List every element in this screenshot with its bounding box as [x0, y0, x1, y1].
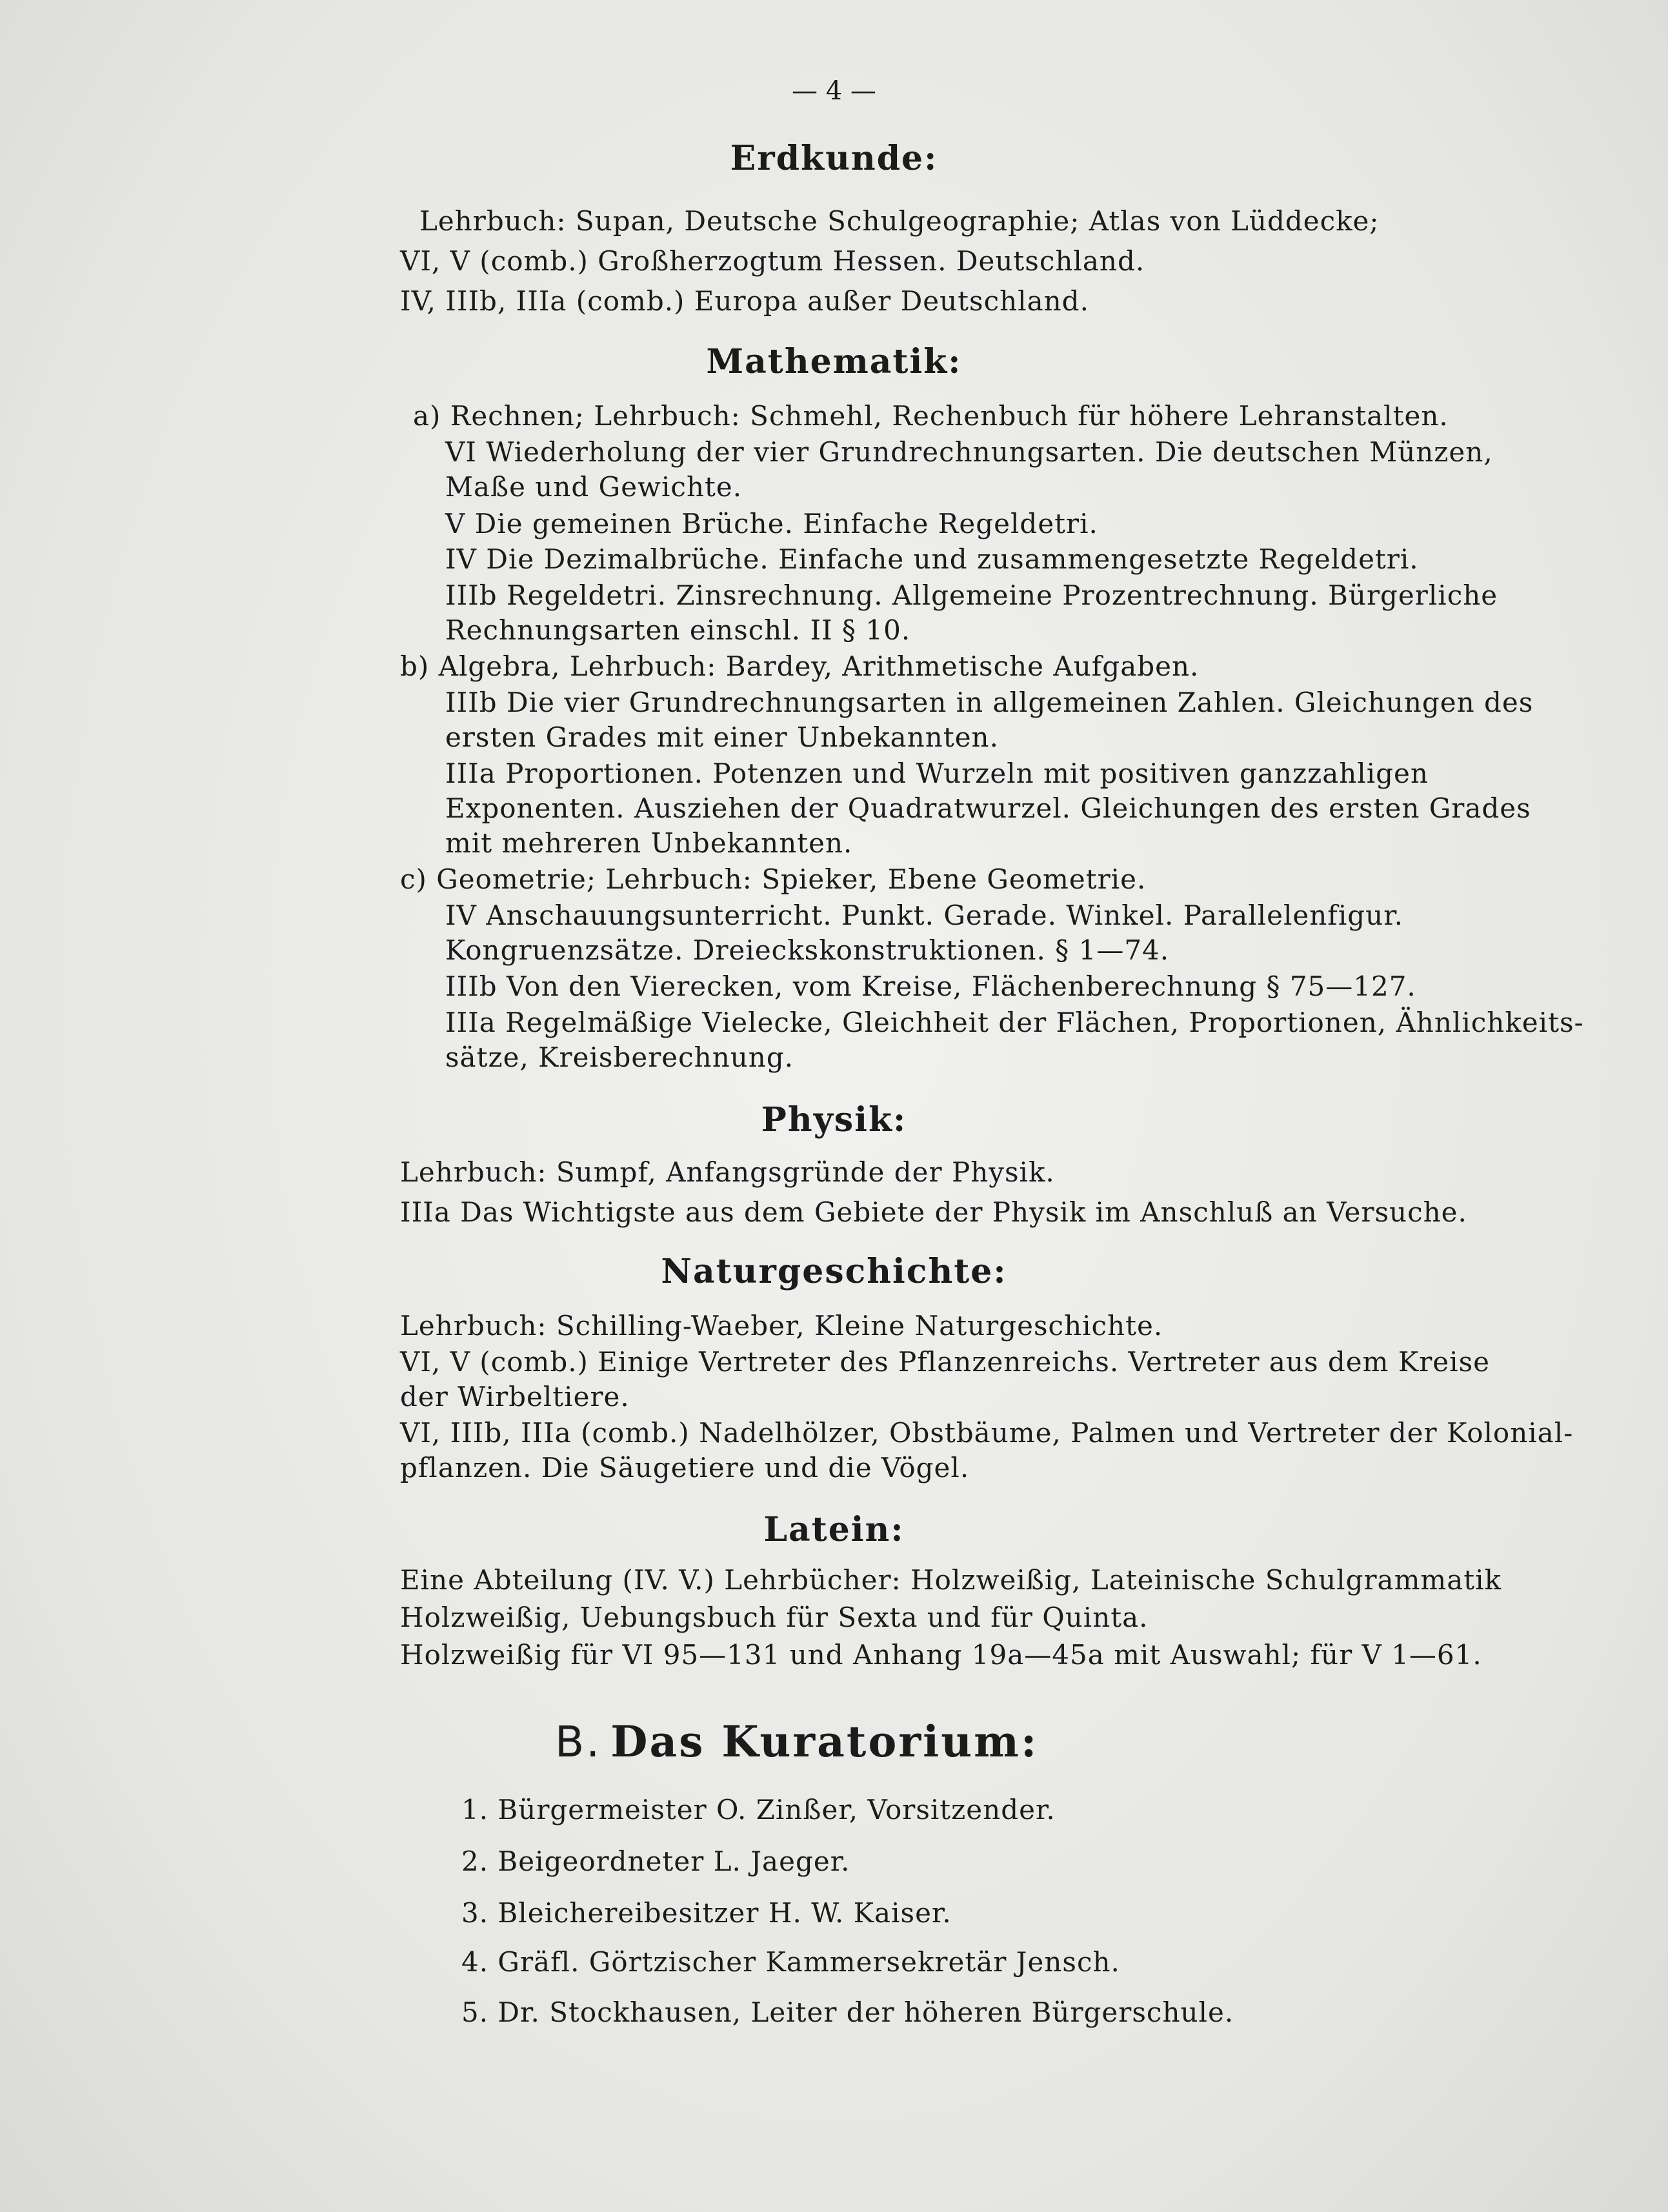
- latein-line: Holzweißig für VI 95—131 und Anhang 19a—45a mit Auswahl; für V 1—61.: [400, 1639, 1482, 1671]
- kuratorium-heading: [555, 1716, 1038, 1767]
- mathematik-line: IIIb Von den Vierecken, vom Kreise, Flächenberechnung § 75—127.: [445, 970, 1416, 1002]
- page-number: — 4 —: [792, 76, 876, 106]
- mathematik-line: mit mehreren Unbekannten.: [445, 827, 853, 859]
- mathematik-line: a) Rechnen; Lehrbuch: Schmehl, Rechenbuch für höhere Lehranstalten.: [413, 400, 1449, 432]
- kuratorium-title: Das Kuratorium:: [610, 1716, 1039, 1767]
- erdkunde-line: Lehrbuch: Supan, Deutsche Schulgeographie; Atlas von Lüddecke;: [419, 205, 1380, 237]
- kuratorium-member: 4. Gräfl. Görtzischer Kammersekretär Jensch.: [461, 1946, 1120, 1978]
- mathematik-line: VI Wiederholung der vier Grundrechnungsarten. Die deutschen Münzen,: [445, 436, 1493, 468]
- physik-line: IIIa Das Wichtigste aus dem Gebiete der Physik im Anschluß an Versuche.: [400, 1196, 1467, 1228]
- erdkunde-heading: Erdkunde:: [730, 139, 938, 178]
- mathematik-heading: Mathematik:: [706, 342, 962, 381]
- naturgeschichte-line: Lehrbuch: Schilling-Waeber, Kleine Naturgeschichte.: [400, 1310, 1163, 1342]
- section-letter: B.: [555, 1717, 602, 1767]
- latein-line: Holzweißig, Uebungsbuch für Sexta und für Quinta.: [400, 1602, 1149, 1633]
- naturgeschichte-line: der Wirbeltiere.: [400, 1381, 630, 1413]
- erdkunde-line: IV, IIIb, IIIa (comb.) Europa außer Deutschland.: [400, 285, 1089, 317]
- mathematik-line: IIIb Regeldetri. Zinsrechnung. Allgemeine Prozentrechnung. Bürgerliche: [445, 579, 1498, 611]
- mathematik-line: Maße und Gewichte.: [445, 471, 743, 503]
- mathematik-line: sätze, Kreisberechnung.: [445, 1041, 794, 1073]
- kuratorium-member: 5. Dr. Stockhausen, Leiter der höheren Bürgerschule.: [461, 1996, 1234, 2028]
- naturgeschichte-heading: Naturgeschichte:: [661, 1252, 1007, 1291]
- mathematik-line: IV Anschauungsunterricht. Punkt. Gerade. Winkel. Parallelenfigur.: [445, 900, 1404, 931]
- naturgeschichte-line: VI, V (comb.) Einige Vertreter des Pflanzenreichs. Vertreter aus dem Kreise: [400, 1346, 1490, 1378]
- mathematik-line: IIIa Regelmäßige Vielecke, Gleichheit der Flächen, Proportionen, Ähnlichkeits-: [445, 1007, 1584, 1038]
- kuratorium-member: 3. Bleichereibesitzer H. W. Kaiser.: [461, 1897, 952, 1929]
- mathematik-line: Exponenten. Ausziehen der Quadratwurzel. Gleichungen des ersten Grades: [445, 792, 1531, 824]
- mathematik-line: Kongruenzsätze. Dreieckskonstruktionen. § 1—74.: [445, 934, 1170, 966]
- naturgeschichte-line: VI, IIIb, IIIa (comb.) Nadelhölzer, Obstbäume, Palmen und Vertreter der Kolonial-: [400, 1417, 1574, 1449]
- naturgeschichte-line: pflanzen. Die Säugetiere und die Vögel.: [400, 1452, 970, 1483]
- mathematik-line: ersten Grades mit einer Unbekannten.: [445, 721, 999, 753]
- latein-heading: Latein:: [763, 1510, 905, 1549]
- mathematik-line: V Die gemeinen Brüche. Einfache Regeldetri.: [445, 508, 1098, 539]
- physik-line: Lehrbuch: Sumpf, Anfangsgründe der Physik.: [400, 1156, 1055, 1188]
- mathematik-line: c) Geometrie; Lehrbuch: Spieker, Ebene Geometrie.: [400, 863, 1147, 895]
- mathematik-line: Rechnungsarten einschl. II § 10.: [445, 614, 911, 646]
- kuratorium-member: 2. Beigeordneter L. Jaeger.: [461, 1845, 850, 1877]
- erdkunde-line: VI, V (comb.) Großherzogtum Hessen. Deutschland.: [400, 245, 1145, 277]
- kuratorium-member: 1. Bürgermeister O. Zinßer, Vorsitzender.: [461, 1794, 1056, 1825]
- physik-heading: Physik:: [761, 1100, 907, 1140]
- mathematik-line: b) Algebra, Lehrbuch: Bardey, Arithmetische Aufgaben.: [400, 650, 1200, 682]
- mathematik-line: IV Die Dezimalbrüche. Einfache und zusammengesetzte Regeldetri.: [445, 543, 1419, 575]
- latein-line: Eine Abteilung (IV. V.) Lehrbücher: Holzweißig, Lateinische Schulgrammatik: [400, 1564, 1502, 1596]
- mathematik-line: IIIb Die vier Grundrechnungsarten in allgemeinen Zahlen. Gleichungen des: [445, 687, 1534, 718]
- mathematik-line: IIIa Proportionen. Potenzen und Wurzeln mit positiven ganzzahligen: [445, 758, 1429, 789]
